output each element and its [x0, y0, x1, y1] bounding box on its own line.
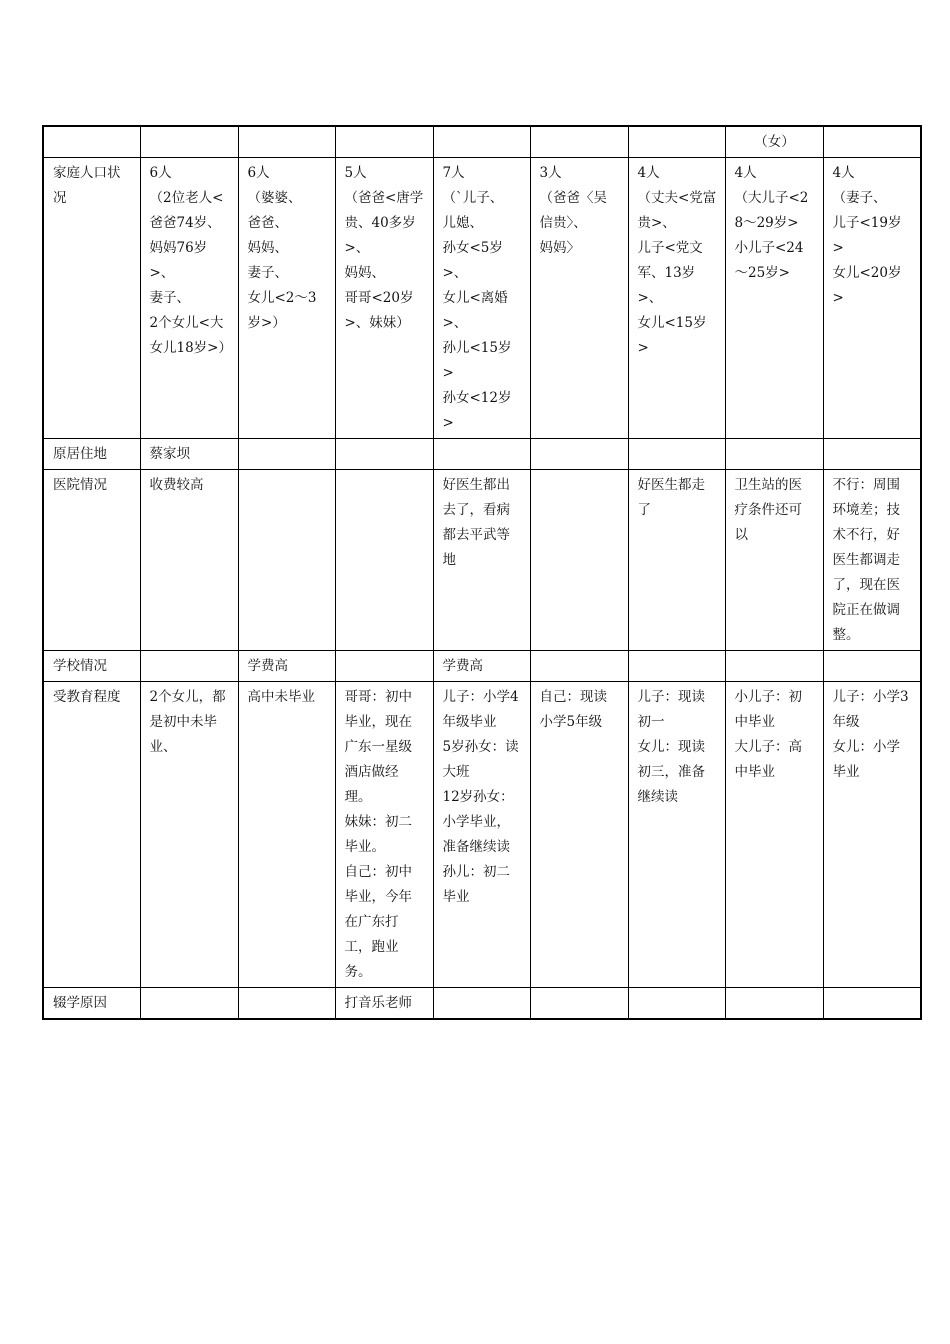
- table-cell: 自己：现读小学5年级: [530, 682, 628, 988]
- table-cell: [823, 651, 921, 682]
- table-cell: 6人 （2位老人<爸爸74岁、妈妈76岁>、 妻子、 2个女儿<大女儿18岁>）: [140, 158, 238, 439]
- table-row: [43, 682, 921, 988]
- table-cell: 哥哥：初中毕业，现在广东一星级酒店做经理。 妹妹：初二毕业。 自己：初中毕业，今年在广东打工，跑业务。: [335, 682, 433, 988]
- table-cell: [530, 988, 628, 1020]
- table-cell: [725, 651, 823, 682]
- table-cell: [823, 988, 921, 1020]
- table-cell: 7人 （`儿子、 儿媳、 孙女<5岁>、 女儿<离婚>、 孙儿<15岁> 孙女<12岁>: [433, 158, 530, 439]
- table-cell: [140, 651, 238, 682]
- table-cell: [335, 470, 433, 651]
- table-cell: [433, 988, 530, 1020]
- table-cell: 不行：周围环境差；技术不行，好医生都调走了，现在医院正在做调整。: [823, 470, 921, 651]
- table-cell: [238, 439, 335, 470]
- table-row: [43, 988, 921, 1020]
- table-cell: 卫生站的医疗条件还可以: [725, 470, 823, 651]
- table-row: [43, 158, 921, 439]
- table-cell: 4人 （丈夫<党富贵>、 儿子<党文军、13岁>、 女儿<15岁>: [628, 158, 725, 439]
- table-cell: 好医生都出去了，看病都去平武等地: [433, 470, 530, 651]
- table-cell: [433, 126, 530, 158]
- table-cell: 儿子：小学4年级毕业 5岁孙女：读大班 12岁孙女：小学毕业，准备继续读 孙儿：初二毕业: [433, 682, 530, 988]
- table-cell: [628, 439, 725, 470]
- row-label: 家庭人口状况: [43, 158, 140, 439]
- table-cell: [725, 988, 823, 1020]
- table-cell: [823, 126, 921, 158]
- table-cell: [238, 470, 335, 651]
- table-row: [43, 439, 921, 470]
- table-cell: [530, 651, 628, 682]
- table-cell: 2个女儿，都是初中未毕业、: [140, 682, 238, 988]
- table-cell: [530, 470, 628, 651]
- table-cell: [335, 651, 433, 682]
- row-label: 辍学原因: [43, 988, 140, 1020]
- table-cell: [238, 126, 335, 158]
- table-cell: 小儿子：初中毕业 大儿子：高中毕业: [725, 682, 823, 988]
- table-cell: [140, 988, 238, 1020]
- table-cell: 好医生都走了: [628, 470, 725, 651]
- table-cell: [335, 126, 433, 158]
- table-cell: [530, 126, 628, 158]
- table-row: [43, 651, 921, 682]
- table-cell: 学费高: [433, 651, 530, 682]
- household-survey-table: [42, 125, 922, 1020]
- table-cell: [238, 988, 335, 1020]
- table-cell: 4人 （大儿子<28～29岁> 小儿子<24～25岁>: [725, 158, 823, 439]
- table-cell: [628, 988, 725, 1020]
- row-label: 原居住地: [43, 439, 140, 470]
- table-cell: 高中未毕业: [238, 682, 335, 988]
- table-cell: 收费较高: [140, 470, 238, 651]
- row-label: 学校情况: [43, 651, 140, 682]
- table-cell: 打音乐老师: [335, 988, 433, 1020]
- table-cell: 儿子：现读初一 女儿：现读初三，准备继续读: [628, 682, 725, 988]
- table-cell: 6人 （婆婆、 爸爸、 妈妈、 妻子、 女儿<2～3岁>）: [238, 158, 335, 439]
- table-cell: [335, 439, 433, 470]
- table-cell: [433, 439, 530, 470]
- table-cell: [628, 126, 725, 158]
- table-cell: 5人 （爸爸<唐学贵、40多岁>、 妈妈、 哥哥<20岁>、妹妹）: [335, 158, 433, 439]
- table-cell: （女）: [725, 126, 823, 158]
- table-cell: [725, 439, 823, 470]
- table-cell: 儿子：小学3年级 女儿：小学毕业: [823, 682, 921, 988]
- table-cell: [530, 439, 628, 470]
- table-cell: [628, 651, 725, 682]
- row-label: 医院情况: [43, 470, 140, 651]
- table-row: [43, 470, 921, 651]
- table-cell: 4人 （妻子、 儿子<19岁> 女儿<20岁>: [823, 158, 921, 439]
- table-cell: 3人 （爸爸〈吴信贵〉、 妈妈〉: [530, 158, 628, 439]
- table-cell: [823, 439, 921, 470]
- table-cell: 蔡家坝: [140, 439, 238, 470]
- table-row: [43, 126, 921, 158]
- table-cell: [140, 126, 238, 158]
- row-label: [43, 126, 140, 158]
- row-label: 受教育程度: [43, 682, 140, 988]
- table-cell: 学费高: [238, 651, 335, 682]
